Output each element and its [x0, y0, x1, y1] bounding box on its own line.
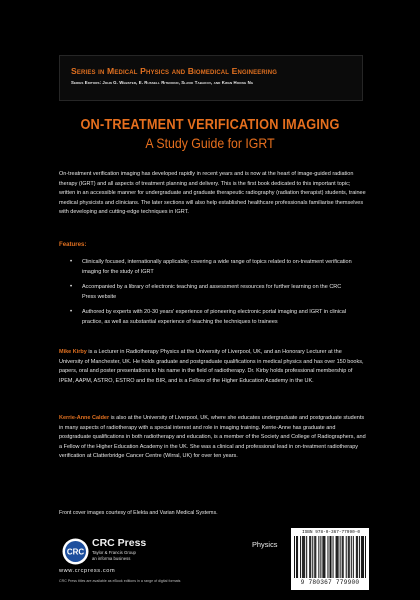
- subject-category: Physics: [252, 540, 278, 549]
- book-description: On-treatment verification imaging has developed rapidly in recent years and is now at the heart of image-guided radiation therapy (IGRT) and all aspects of treatment planning and delivery. This is the first book dedicated to this important topic; written in an accessible manner for undergraduate and graduate therapeutic radiography (radiation therapist) students, trainee medical physicists and clinicians. The later sections will also help established healthcare professionals familiarise themselves with developing and cutting-edge techniques in IGRT.: [59, 171, 366, 215]
- barcode-bar: [303, 536, 304, 578]
- feature-text: Authored by experts with 20-30 years' experience of pioneering electronic portal imaging and IGRT in clinical practice, as well as substantial experience of teaching the techniques to trainees: [82, 309, 347, 325]
- barcode-bar: [323, 536, 324, 578]
- barcode-bar: [294, 536, 295, 578]
- barcode-bar: [302, 536, 303, 578]
- barcode-bar: [357, 536, 358, 578]
- barcode-bar: [361, 536, 362, 578]
- barcode-bar: [329, 536, 330, 578]
- feature-text: Clinically focused, internationally applicable; covering a wide range of topics related to on-treatment verification imaging for the study of IGRT: [82, 259, 352, 275]
- author-bio-calder: [59, 414, 366, 462]
- image-credits: Front cover images courtesy of Elekta and Varian Medical Systems.: [59, 510, 218, 516]
- barcode-icon: [294, 536, 366, 578]
- barcode-bar: [363, 536, 364, 578]
- barcode-bar: [312, 536, 313, 578]
- barcode-bar: [327, 536, 328, 578]
- barcode-bar: [320, 536, 321, 578]
- barcode-bar: [306, 536, 307, 578]
- bullet-icon: •: [70, 309, 73, 315]
- bullet-icon: •: [70, 284, 73, 290]
- series-title: Series in Medical Physics and Biomedical Engineering: [71, 66, 278, 76]
- barcode-bar: [365, 536, 366, 578]
- author-bio-text: is also at the University of Liverpool, UK, where she educates undergraduate and postgraduate students in many aspects of radiotherapy with a special interest and role in imaging training. Kerrie-Anne has graduate and postgraduate qualifications in both radiotherapy and education, is a member of the Society and College of Radiographers, and a Fellow of the Higher Education Academy in the UK. She was a clinical and professional lead in on-treatment radiotherapy verification at Clatterbridge Cancer Centre (Wirral, UK) for over ten years.: [59, 415, 366, 459]
- barcode-bar: [346, 536, 347, 578]
- barcode-bar: [342, 536, 343, 578]
- barcode-bar: [322, 536, 323, 578]
- barcode-bar: [310, 536, 311, 578]
- barcode-bar: [362, 536, 363, 578]
- barcode-bar: [356, 536, 357, 578]
- barcode-bar: [331, 536, 332, 578]
- publisher-informa: an informa business: [92, 556, 131, 561]
- barcode-bar: [296, 536, 297, 578]
- barcode-bar: [315, 536, 316, 578]
- barcode-bar: [353, 536, 354, 578]
- bullet-icon: •: [70, 259, 73, 265]
- author-name: Kerrie-Anne Calder: [59, 415, 110, 421]
- feature-text: Accompanied by a library of electronic teaching and assessment resources for further learning on the CRC Press website: [82, 284, 342, 300]
- features-heading: Features:: [59, 241, 87, 248]
- barcode-bar: [300, 536, 301, 578]
- series-editors: Series Editors: John G. Webster, E. Russell Ritenour, Slavik Tabakov, and Kwan Hoong Ng: [71, 80, 254, 85]
- barcode-bar: [348, 536, 349, 578]
- barcode-bar: [351, 536, 352, 578]
- barcode-digits: 9 780367 779900: [300, 579, 360, 586]
- author-bio-text: is a Lecturer in Radiotherapy Physics at the University of Liverpool, UK, and an Honorary Lecturer at the University of Manchester, UK. He holds graduate and postgraduate qualifications in medical physics and has over 150 books, papers, oral and poster presentations to his name in the field of radiotherapy. Dr. Kirby holds professional membership of IPEM, AAPM, ASTRO, ESTRO and the BIR, and is a Fellow of the Higher Education Academy in the UK.: [59, 349, 364, 384]
- author-name: Mike Kirby: [59, 349, 87, 355]
- barcode-bar: [324, 536, 325, 578]
- crc-logo-text: CRC: [66, 547, 85, 557]
- book-title: ON-TREATMENT VERIFICATION IMAGING: [80, 117, 340, 133]
- publisher-url: www.crcpress.com: [59, 568, 116, 574]
- crc-press-logo-icon: [62, 538, 89, 565]
- barcode-bar: [309, 536, 310, 578]
- barcode-bar: [333, 536, 334, 578]
- barcode-bar: [318, 536, 319, 578]
- publisher-name: CRC Press: [92, 537, 147, 549]
- isbn-label: ISBN 978-0-367-77990-0: [302, 530, 360, 535]
- author-bio-kirby: [59, 348, 366, 386]
- barcode-bar: [343, 536, 344, 578]
- barcode-bar: [336, 536, 337, 578]
- barcode-bar: [304, 536, 305, 578]
- barcode-bar: [297, 536, 298, 578]
- barcode-bar: [349, 536, 350, 578]
- book-subtitle: A Study Guide for IGRT: [145, 135, 275, 151]
- series-banner: [59, 55, 363, 101]
- barcode-bar: [338, 536, 339, 578]
- ebook-note: CRC Press titles are available as eBook editions in a range of digital formats: [59, 579, 181, 583]
- barcode-bar: [314, 536, 315, 578]
- barcode-bar: [340, 536, 341, 578]
- publisher-group: Taylor & Francis Group: [92, 550, 136, 555]
- barcode-bar: [359, 536, 360, 578]
- barcode-bar: [337, 536, 338, 578]
